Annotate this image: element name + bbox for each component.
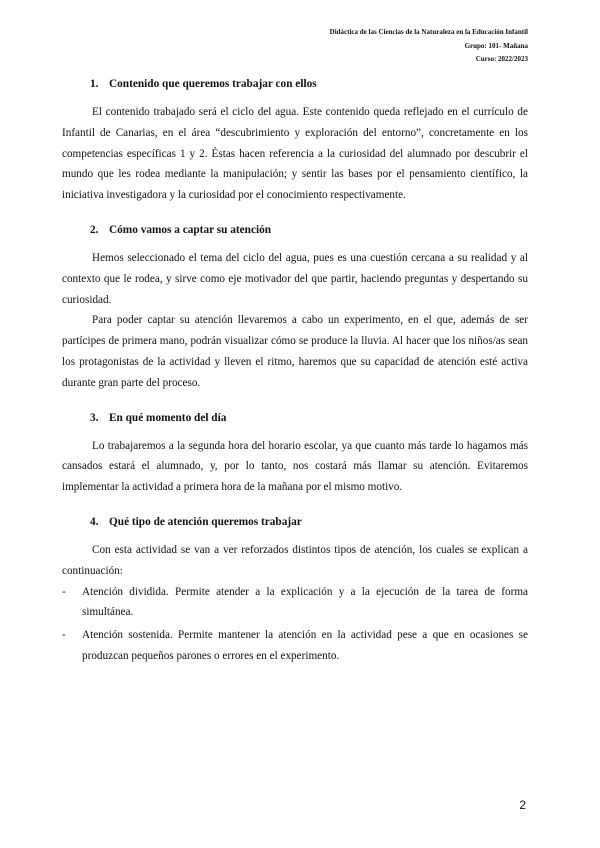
document-body [62, 76, 528, 669]
section-2-heading [90, 222, 528, 238]
section-title: Qué tipo de atención queremos trabajar [109, 515, 302, 528]
bullet-marker: - [62, 629, 66, 642]
paragraph: Con esta actividad se van a ver reforzados distintos tipos de atención, los cuales se explican a continuación: [62, 543, 528, 577]
section-number: 3. [90, 411, 99, 424]
list-item-text: Atención sostenida. Permite mantener la atención en la actividad pese a que en ocasiones se produzcan pequeños parones o errores en el experimento. [82, 629, 528, 662]
section-number: 1. [90, 78, 99, 90]
header-group: Grupo: 101- Mañana [464, 41, 528, 50]
page-header [330, 26, 528, 67]
paragraph: Para poder captar su atención llevaremos a cabo un experimento, en el que, además de ser partícipes de primera mano, podrán visualizar cómo se produce la lluvia. Al hacer que los niños/as sean los protagonistas de la actividad y lleven el ritmo, haremos que su capacidad de atención esté activa durante gran parte del proceso. [62, 314, 528, 389]
section-number: 2. [90, 223, 99, 236]
bullet-marker: - [62, 585, 66, 598]
header-course-title: Didáctica de las Ciencias de la Naturaleza en la Educación Infantil [329, 28, 528, 36]
paragraph: Hemos seleccionado el tema del ciclo del agua, pues es una cuestión cercana a su realidad y al contexto que le rodea, y sirve como eje motivador del que partir, haciendo preguntas y despertando su curiosidad. [62, 251, 528, 306]
paragraph: Lo trabajaremos a la segunda hora del horario escolar, ya que cuanto más tarde lo hagamos más cansados estará el alumnado, y, por lo tanto, nos costará más llamar su atención. Evitaremos implementar la actividad a primera hora de la mañana por el mismo motivo. [62, 439, 528, 494]
section-1-heading [90, 76, 528, 92]
header-year: Curso: 2022/2023 [475, 55, 528, 63]
paragraph: El contenido trabajado será el ciclo del agua. Este contenido queda reflejado en el currículo de Infantil de Canarias, en el área “descubrimiento y exploración del entorno”, concretamente en los competencias específicas 1 y 2. Éstas hacen referencia a la curiosidad del alumnado por descubrir el mundo que les rodea mediante la manipulación; y sentir las bases por el pensamiento científico, la iniciativa investigadora y la curiosidad por el conocimiento respectivamente. [62, 106, 528, 202]
section-title: En qué momento del día [109, 411, 227, 424]
section-title: Cómo vamos a captar su atención [109, 223, 272, 236]
page-number: 2 [519, 798, 526, 812]
attention-types-list [62, 582, 528, 667]
list-item [62, 625, 528, 667]
section-title: Contenido que queremos trabajar con ellos [109, 78, 317, 90]
section-4-heading [90, 514, 528, 530]
list-item-text: Atención dividida. Permite atender a la explicación y a la ejecución de la tarea de forma simultánea. [82, 585, 528, 619]
section-3-heading [90, 410, 528, 426]
list-item [62, 582, 528, 624]
section-number: 4. [90, 515, 99, 528]
